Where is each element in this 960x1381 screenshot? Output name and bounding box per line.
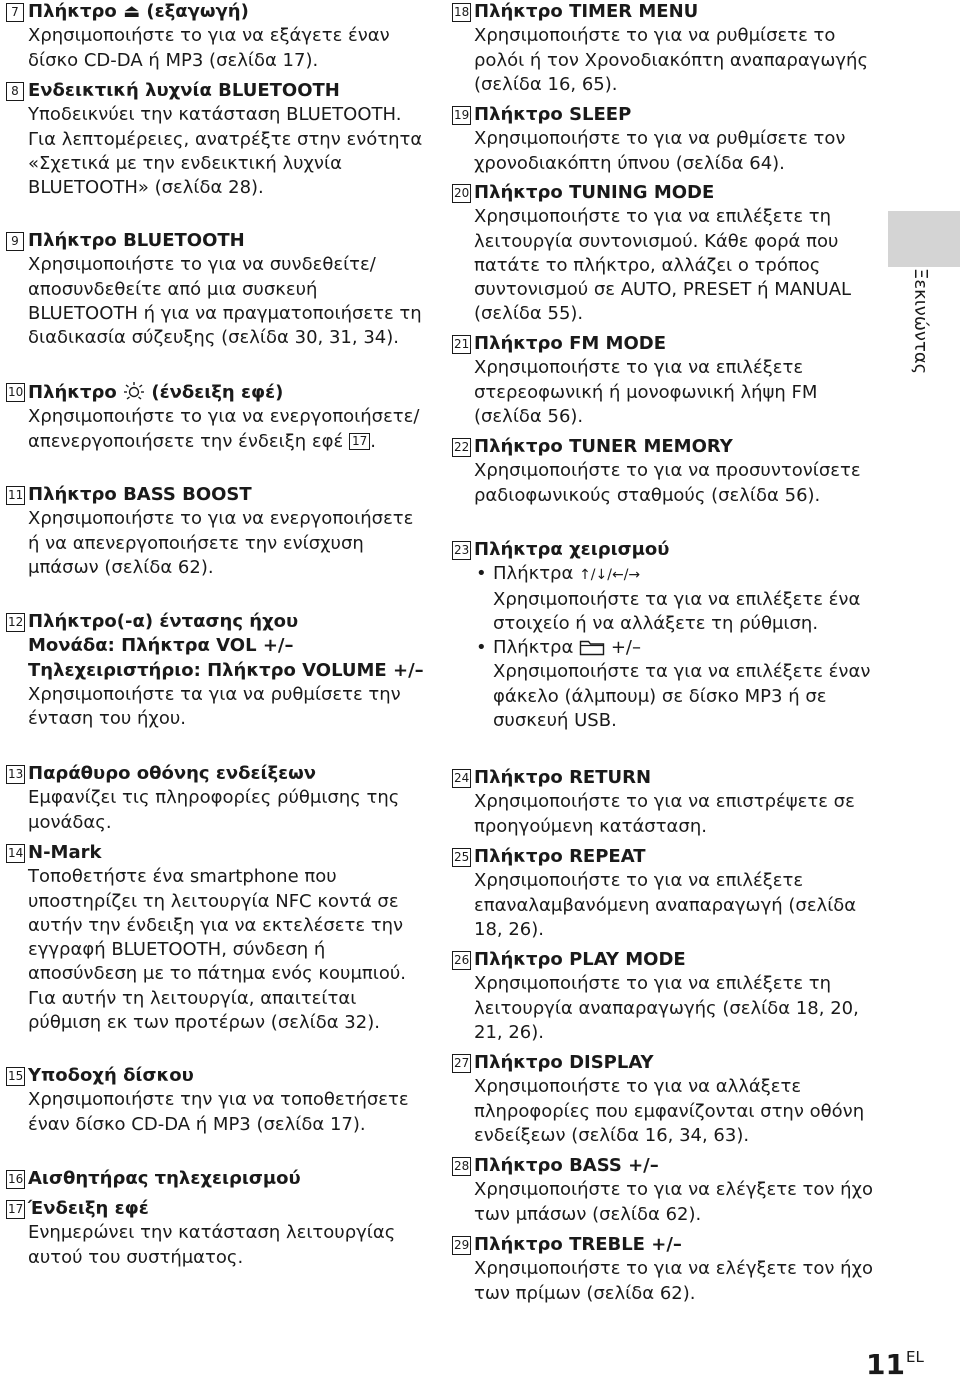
entry-title	[28, 0, 426, 24]
entry-title: Ενδεικτική λυχνία BLUETOOTH	[28, 80, 340, 101]
entry-body: Τοποθετήστε ένα smartphone που υποστηρίζει τη λειτουργία NFC κοντά σε αυτήν την ένδειξη για να εκτελέσετε την εγγραφή BLUETOOTH, σύνδεση ή αποσύνδεση με το πάτημα ενός κουμπιού. Για αυτήν τη λειτουργία, απαιτείται ρύθμιση εκ των προτέρων (σελίδα 32).	[28, 866, 406, 1034]
item-number: 22	[452, 438, 471, 457]
illumination-icon	[123, 380, 145, 402]
entry-disc-slot	[6, 1064, 426, 1137]
entry-body: Χρησιμοποιήστε το για να αλλάξετε πληροφορίες που εμφανίζονται στην οθόνη ενδείξεων (σελίδα 16, 34, 63).	[474, 1076, 865, 1146]
bullet-suffix: +/–	[610, 637, 641, 659]
entry-body: Υποδεικνύει την κατάσταση BLUETOOTH. Για λεπτομέρειες, ανατρέξτε στην ενότητα «Σχετικά με την ενδεικτική λυχνία BLUETOOTH» (σελίδα 28).	[28, 104, 423, 199]
page-number-value: 11	[866, 1348, 905, 1381]
entry-repeat-button	[452, 845, 877, 942]
eject-icon: ⏏	[123, 1, 141, 22]
entry-body: Χρησιμοποιήστε το για να συνδεθείτε/ αποσυνδεθείτε από μια συσκευή BLUETOOTH ή για να πραγματοποιήσετε τη διαδικασία σύζευξης (σελίδα 30, 31, 34).	[28, 254, 422, 349]
item-number: 29	[452, 1236, 471, 1255]
item-number: 13	[6, 765, 25, 784]
entry-title: Πλήκτρο TIMER MENU	[474, 1, 699, 22]
entry-bass-boost-button	[6, 483, 426, 580]
entry-remote-sensor	[6, 1167, 301, 1191]
bullet-list	[474, 562, 877, 733]
page-language: EL	[905, 1348, 924, 1366]
entry-body	[28, 405, 426, 454]
entry-title: Παράθυρο οθόνης ενδείξεων	[28, 763, 317, 784]
entry-play-mode-button	[452, 948, 877, 1045]
item-number: 28	[452, 1157, 471, 1176]
entry-title: Πλήκτρο TUNING MODE	[474, 182, 715, 203]
entry-illumination-button	[6, 380, 426, 454]
body-text: Χρησιμοποιήστε το για να ενεργοποιήσετε/απενεργοποιήσετε την ένδειξη εφέ	[28, 406, 420, 452]
entry-title	[28, 380, 426, 405]
arrow-keys-icon: ↑/↓/←/→	[579, 567, 641, 584]
entry-eject-button	[6, 0, 426, 73]
entry-body: Χρησιμοποιήστε το για να ρυθμίσετε τον χρονοδιακόπτη ύπνου (σελίδα 64).	[474, 128, 846, 174]
entry-body: Χρησιμοποιήστε το για να επιλέξετε στερεοφωνική ή μονοφωνική λήψη FM (σελίδα 56).	[474, 357, 818, 427]
title-text: Πλήκτρο	[28, 1, 117, 22]
entry-bass-button	[452, 1154, 877, 1227]
entry-body: Χρησιμοποιήστε το για να ενεργοποιήσετε ή να απενεργοποιήσετε την ενίσχυση μπάσων (σελίδα 62).	[28, 508, 414, 578]
entry-timer-menu-button	[452, 0, 877, 97]
item-number: 8	[6, 82, 24, 101]
item-number: 21	[452, 335, 471, 354]
entry-title: Πλήκτρο FM MODE	[474, 333, 666, 354]
entry-bluetooth-indicator	[6, 79, 426, 200]
reference-number: 17	[349, 433, 370, 450]
entry-title-line: Μονάδα: Πλήκτρα VOL +/–	[28, 635, 294, 657]
item-number: 25	[452, 848, 471, 867]
entry-body: Εμφανίζει τις πληροφορίες ρύθμισης της μονάδας.	[28, 787, 400, 833]
entry-body: Χρησιμοποιήστε το για να ελέγξετε τον ήχο των μπάσων (σελίδα 62).	[474, 1179, 873, 1225]
item-number: 18	[452, 3, 471, 22]
item-number: 27	[452, 1054, 471, 1073]
entry-title: Υποδοχή δίσκου	[28, 1065, 194, 1086]
bullet-label: Πλήκτρα	[493, 637, 574, 659]
entry-fm-mode-button	[452, 332, 877, 429]
entry-body: Χρησιμοποιήστε το για να ρυθμίσετε το ρολόι ή τον Χρονοδιακόπτη αναπαραγωγής (σελίδα 16, 65).	[474, 25, 869, 95]
title-text-suffix: (εξαγωγή)	[146, 1, 249, 22]
entry-n-mark	[6, 841, 426, 1035]
entry-operation-buttons	[452, 538, 877, 733]
bullet-body: Χρησιμοποιήστε τα για να επιλέξετε έναν φάκελο (άλμπουμ) σε δίσκο MP3 ή σε συσκευή USB.	[493, 661, 871, 732]
item-number: 9	[6, 232, 24, 251]
entry-sleep-button	[452, 103, 877, 176]
entry-body: Χρησιμοποιήστε το για να εξάγετε έναν δίσκο CD-DA ή MP3 (σελίδα 17).	[28, 25, 390, 71]
bullet-body: Χρησιμοποιήστε τα για να επιλέξετε ένα στοιχείο ή να αλλάξετε τη ρύθμιση.	[493, 588, 861, 634]
entry-tuning-mode-button	[452, 181, 877, 327]
entry-return-button	[452, 766, 877, 839]
page-number	[866, 1342, 924, 1380]
entry-title: Πλήκτρο REPEAT	[474, 846, 646, 867]
item-number: 14	[6, 844, 25, 863]
entry-title: Πλήκτρο BASS +/–	[474, 1155, 659, 1176]
body-text-end: .	[370, 430, 376, 452]
bullet-arrow-buttons	[474, 562, 877, 636]
section-tab	[888, 211, 960, 267]
item-number: 23	[452, 541, 471, 560]
entry-body: Χρησιμοποιήστε την για να τοποθετήσετε έναν δίσκο CD-DA ή MP3 (σελίδα 17).	[28, 1089, 409, 1135]
entry-body: Χρησιμοποιήστε το για να ελέγξετε τον ήχο των πρίμων (σελίδα 62).	[474, 1258, 873, 1304]
entry-display-window	[6, 762, 426, 835]
entry-tuner-memory-button	[452, 435, 877, 508]
item-number: 19	[452, 106, 471, 125]
item-number: 15	[6, 1067, 25, 1086]
entry-display-button	[452, 1051, 877, 1148]
entry-body: Χρησιμοποιήστε τα για να ρυθμίσετε την ένταση του ήχου.	[28, 683, 401, 730]
entry-title: Πλήκτρα χειρισμού	[474, 539, 670, 560]
folder-icon	[579, 638, 605, 656]
entry-title: Πλήκτρο SLEEP	[474, 104, 632, 125]
entry-title: Πλήκτρο DISPLAY	[474, 1052, 654, 1073]
entry-body: Χρησιμοποιήστε το για να επιστρέψετε σε προηγούμενη κατάσταση.	[474, 791, 855, 837]
item-number: 10	[6, 383, 25, 402]
bullet-folder-buttons	[474, 636, 877, 733]
entry-title: Πλήκτρο BASS BOOST	[28, 484, 252, 505]
entry-title: Πλήκτρο TREBLE +/–	[474, 1234, 682, 1255]
entry-title-line: Πλήκτρο(-α) έντασης ήχου	[28, 611, 299, 632]
entry-treble-button	[452, 1233, 877, 1306]
item-number: 26	[452, 951, 471, 970]
entry-title: Πλήκτρο RETURN	[474, 767, 652, 788]
bullet-label: Πλήκτρα	[493, 563, 574, 585]
entry-volume-buttons	[6, 610, 426, 731]
entry-title: Ένδειξη εφέ	[28, 1198, 149, 1219]
entry-title-line: Τηλεχειριστήριο: Πλήκτρο VOLUME +/–	[28, 659, 424, 681]
item-number: 11	[6, 486, 25, 505]
item-number: 16	[6, 1170, 25, 1189]
item-number: 20	[452, 184, 471, 203]
entry-body: Ενημερώνει την κατάσταση λειτουργίας αυτού του συστήματος.	[28, 1222, 396, 1268]
entry-title: Αισθητήρας τηλεχειρισμού	[28, 1168, 301, 1189]
entry-body: Χρησιμοποιήστε το για να προσυντονίσετε ραδιοφωνικούς σταθμούς (σελίδα 56).	[474, 460, 861, 506]
item-number: 24	[452, 769, 471, 788]
entry-title: N-Mark	[28, 842, 102, 863]
entry-body: Χρησιμοποιήστε το για να επιλέξετε τη λειτουργία αναπαραγωγής (σελίδα 18, 20, 21, 26).	[474, 973, 859, 1043]
entry-body: Χρησιμοποιήστε το για να επιλέξετε τη λειτουργία συντονισμού. Κάθε φορά που πατάτε το πλήκτρο, αλλάζει ο τρόπος συντονισμού σε AUTO, PRESET ή MANUAL (σελίδα 55).	[474, 206, 852, 325]
entry-title: Πλήκτρο TUNER MEMORY	[474, 436, 733, 457]
entry-body: Χρησιμοποιήστε το για να επιλέξετε επαναλαμβανόμενη αναπαραγωγή (σελίδα 18, 26).	[474, 870, 857, 940]
title-text-suffix: (ένδειξη εφέ)	[151, 382, 284, 403]
item-number: 12	[6, 613, 25, 632]
item-number: 7	[6, 3, 24, 22]
entry-title: Πλήκτρο PLAY MODE	[474, 949, 686, 970]
section-label: Ξεκινώντας	[910, 268, 931, 375]
entry-effect-indicator	[6, 1197, 426, 1270]
entry-bluetooth-button	[6, 229, 426, 350]
entry-title: Πλήκτρο BLUETOOTH	[28, 230, 245, 251]
title-text: Πλήκτρο	[28, 382, 117, 403]
item-number: 17	[6, 1200, 25, 1219]
